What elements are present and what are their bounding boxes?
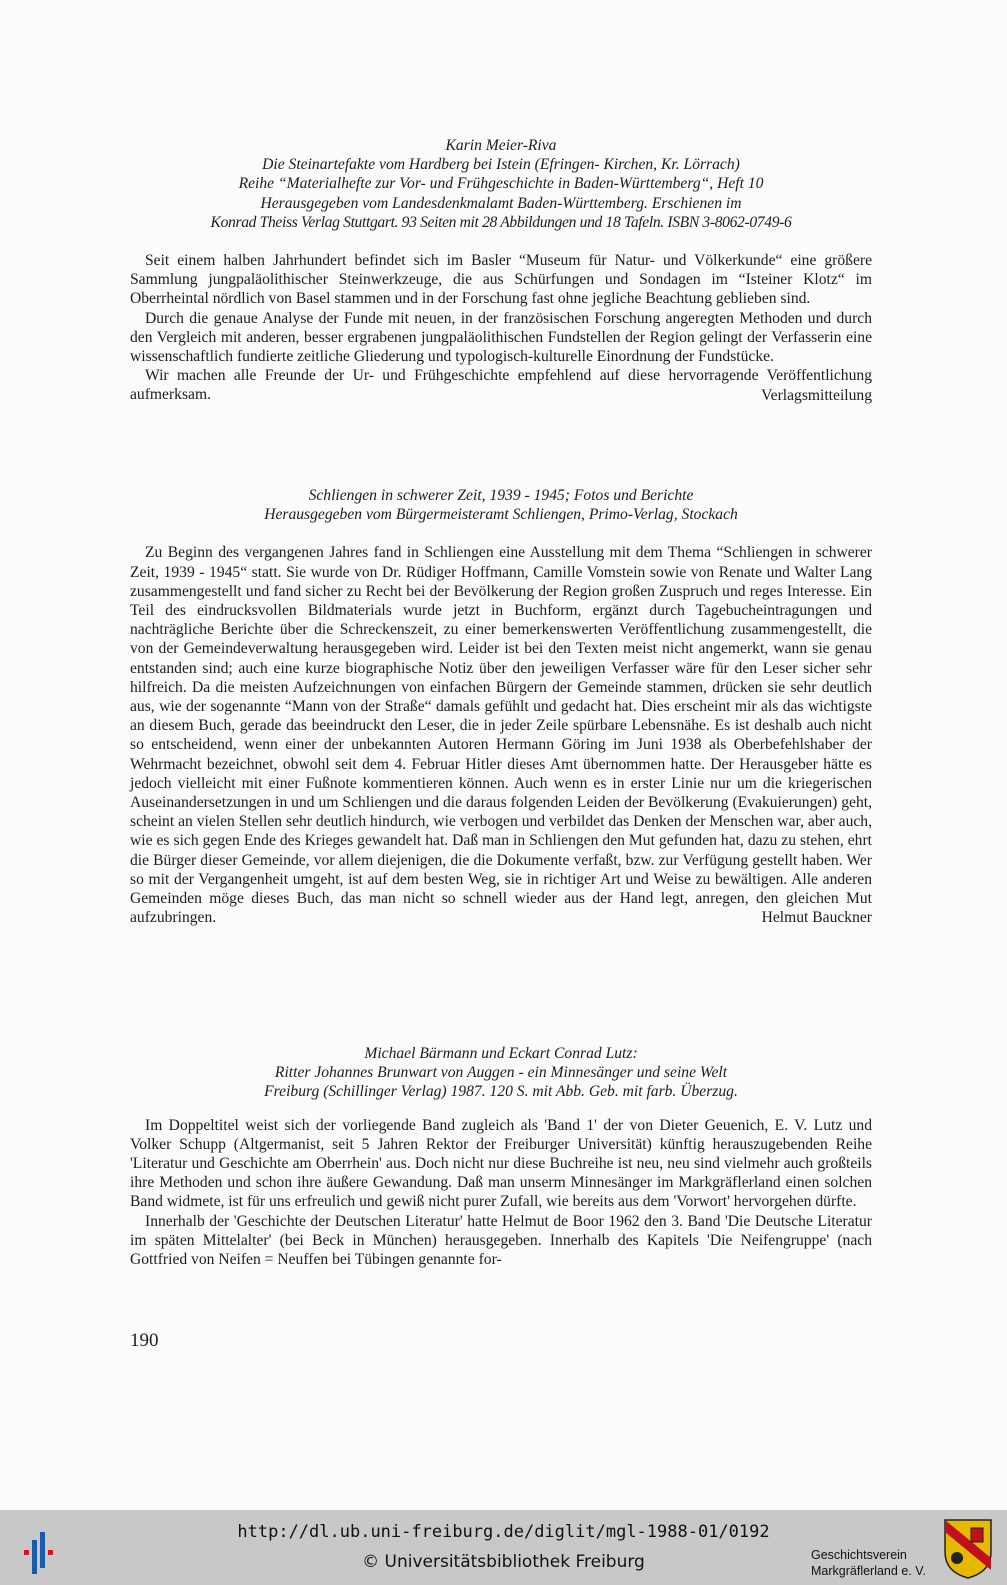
review-1-paragraph: Wir machen alle Freunde der Ur- und Frühgeschichte empfehlend auf diese hervorragende Veröffentlichung aufmerksam. xyxy=(130,367,872,404)
review-3-authors: Michael Bärmann und Eckart Conrad Lutz: xyxy=(364,1045,638,1062)
review-1-paragraph: Seit einem halben Jahrhundert befindet sich im Basler “Museum für Natur- und Völkerkunde“ eine größere Sammlung jungpaläolithischer Steinwerkzeuge, die aus Schürfungen und Sondagen im “Isteiner Klotz“ im Oberrheintal nördlich von Basel stammen und in der Forschung fast ohne jegliche Beachtung geblieben sind. xyxy=(130,252,872,308)
review-2-paragraph: Zu Beginn des vergangenen Jahres fand in Schliengen eine Ausstellung mit dem Thema “Schliengen in schwerer Zeit, 1939 - 1945“ statt. Sie wurde von Dr. Rüdiger Hoffmann, Camille Vomstein sowie von Renate und Walter Lang zusammengestellt und fand sicher zu Recht bei der Bevölkerung der Region großen Zuspruch und reges Interesse. Ein Teil des eindrucksvollen Bildmaterials wurde jetzt in Buchform, ergänzt durch Tagebucheintragungen und nachträgliche Berichte über die Schreckenszeit, zu einer bemerkenswerten Veröffentlichung zusammengestellt, die von der Gemeindeverwaltung herausgegeben wird. Leider ist bei den Texten meist nicht angemerkt, wann sie genau entstanden sind; auch eine kurze biographische Notiz über den jeweiligen Verfasser wäre für den Leser sicher sehr hilfreich. Da die meisten Aufzeichnungen von einfachen Bürgern der Gemeinde stammen, drücken sie sehr deutlich aus, wie der sogenannte “Mann von der Straße“ damals gefühlt und gedacht hat. Dies erscheint mir als das wichtigste an diesem Buch, gerade das beeindruckt den Leser, die in jeder Zeile spürbare Lebensnähe. Es ist deshalb auch nicht so entscheidend, wenn einer der unbekannten Autoren Hermann Göring im Juni 1938 als Oberbefehlshaber der Wehrmacht bezeichnet, obwohl seit dem 4. Februar Hitler dieses Amt übernommen hatte. Der Herausgeber hätte es jedoch vielleicht mit einer Fußnote kommentieren können. Auch wenn es in erster Linie nur um die kriegerischen Auseinandersetzungen in und um Schliengen und die daraus folgenden Leiden der Bevölkerung (Evakuierungen) geht, scheint an vielen Stellen sehr deutlich hindurch, wie verbogen und verbildet das Denken der Menschen war, aber auch, wie es sich gegen Ende des Krieges gewandelt hat. Daß man in Schliengen den Mut gefunden hat, dazu zu stehen, ehrt die Bürger dieser Gemeinde, vor allem diejenigen, die die Dokumente verfaßt, bzw. zur Verfügung gestellt haben. Wer so mit der Vergangenheit umgeht, ist auf dem besten Weg, sie in richtiger Art und Weise zu bewältigen. Alle anderen Gemeinden möge dieses Buch, das man nicht so schnell wieder aus der Hand legt, anregen, den gleichen Mut aufzubringen. xyxy=(130,544,872,927)
footer-bar xyxy=(0,1510,1007,1585)
review-1 xyxy=(130,136,872,405)
review-3-paragraph: Innerhalb der 'Geschichte der Deutschen Literatur' hatte Helmut de Boor 1962 den 3. Band 'Die Deutsche Literatur im späten Mittelalter' (bei Beck in München) herausgegeben. Innerhalb des Kapitels 'Die Neifengruppe' (nach Gottfried von Neifen = Neuffen bei Tübingen genannte for- xyxy=(130,1212,872,1269)
review-1-paragraph: Durch die genaue Analyse der Funde mit neuen, in der französischen Forschung angeregten Methoden und durch den Vergleich mit anderen, besser ergrabenen jungpaläolithischen Fundstellen der Region gelingt der Verfasserin eine wissenschaftlich fundierte zeitliche Gliederung und typologisch-kulturelle Einordnung der Fundstücke. xyxy=(130,309,872,366)
review-2-publisher: Herausgegeben vom Bürgermeisteramt Schliengen, Primo-Verlag, Stockach xyxy=(264,506,738,524)
review-1-title: Die Steinartefakte vom Hardberg bei Istein (Efringen- Kirchen, Kr. Lörrach) xyxy=(262,156,740,174)
review-1-heading xyxy=(130,136,872,232)
review-1-author: Karin Meier-Riva xyxy=(445,137,557,154)
coat-of-arms-icon xyxy=(943,1518,993,1580)
review-1-publisher: Herausgegeben vom Landesdenkmalamt Baden-Württemberg. Erschienen im xyxy=(260,194,742,212)
review-3 xyxy=(130,1044,872,1269)
review-3-title: Ritter Johannes Brunwart von Auggen - ein Minnesänger und seine Welt xyxy=(274,1064,728,1082)
review-2 xyxy=(130,486,872,928)
review-2-signature: Helmut Bauckner xyxy=(761,909,872,927)
review-1-series: Reihe “Materialhefte zur Vor- und Frühgeschichte in Baden-Württemberg“, Heft 10 xyxy=(238,175,764,193)
review-2-title: Schliengen in schwerer Zeit, 1939 - 1945; Fotos und Berichte xyxy=(308,487,694,504)
review-3-heading xyxy=(130,1044,872,1102)
permalink-url[interactable]: http://dl.ub.uni-freiburg.de/diglit/mgl-1988-01/0192 xyxy=(237,1522,770,1542)
page-number: 190 xyxy=(130,1330,159,1351)
society-name: Geschichtsverein Markgräflerland e. V. xyxy=(811,1548,926,1578)
review-3-paragraph: Im Doppeltitel weist sich der vorliegende Band zugleich als 'Band 1' der von Dieter Geuenich, E. V. Lutz und Volker Schupp (Altgermanist, seit 5 Jahren Rektor der Freiburger Universität) künftig herauszugebenden Reihe 'Literatur und Geschichte am Oberrhein' aus. Doch nicht nur diese Buchreihe ist neu, neu sind vielmehr auch großteils ihre Methoden und schon ihre äußere Gewandung. Daß man unserm Minnesänger im Markgräflerland einen solchen Band widmete, ist für uns erfreulich und gewiß nicht purer Zufall, wie bereits aus dem 'Vorwort' hervorgehen dürfte. xyxy=(130,1116,872,1211)
review-1-details: Konrad Theiss Verlag Stuttgart. 93 Seiten mit 28 Abbildungen und 18 Tafeln. ISBN 3-8062-0749-6 xyxy=(210,213,792,231)
review-3-publisher: Freiburg (Schillinger Verlag) 1987. 120 S. mit Abb. Geb. mit farb. Überzug. xyxy=(264,1083,738,1101)
review-2-heading xyxy=(130,486,872,524)
copyright-notice: © Universitätsbibliothek Freiburg xyxy=(362,1552,645,1572)
review-1-signature: Verlagsmitteilung xyxy=(761,386,872,404)
